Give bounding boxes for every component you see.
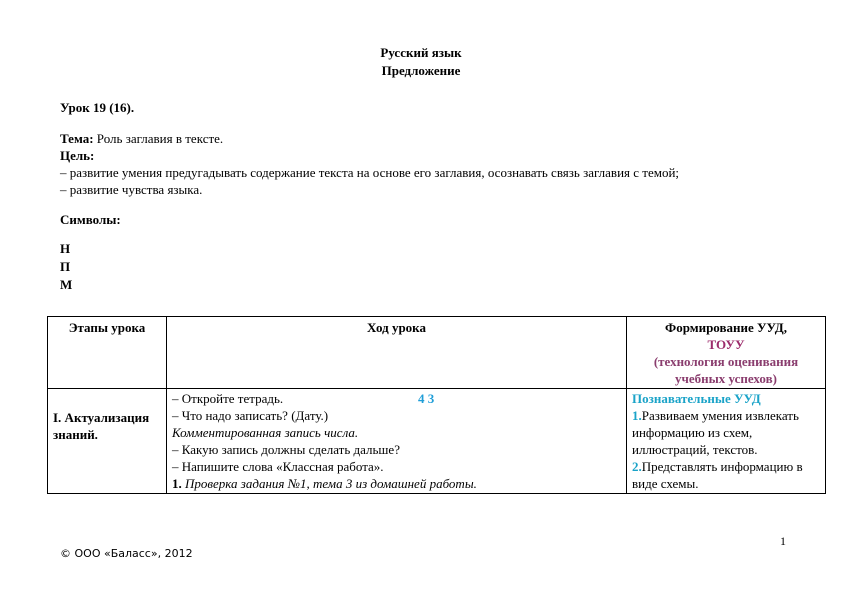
uud-title: Познавательные УУД [632,391,761,406]
uud-item-number: 2. [632,459,642,474]
goal-item: – развитие чувства языка. [60,182,203,197]
uud-item-text: Представлять информацию в виде схемы. [632,459,803,491]
progress-line: – Какую запись должны сделать дальше? [172,442,400,457]
header-uud-touu: ТОУУ [707,337,745,352]
page-number: 1 [780,534,786,548]
theme-text: Роль заглавия в тексте. [96,131,224,146]
symbols-label: Символы: [60,212,121,227]
progress-line [172,475,621,492]
symbol-marks: 4 3 [418,391,435,406]
topic-title: Предложение [381,63,461,78]
subject-title: Русский язык [380,45,462,60]
goal-label: Цель: [60,148,95,163]
symbol-item: П [60,259,71,274]
header-progress: Ход урока [167,317,627,389]
table-header-row [48,317,826,389]
header-stages: Этапы урока [48,317,167,389]
goal-item: – развитие умения предугадывать содержание текста на основе его заглавия, осознавать связь заглавия с темой; [60,165,680,180]
task-text: Проверка задания №1, тема 3 из домашней работы. [185,476,477,491]
progress-line: – Что надо записать? (Дату.) [172,408,329,423]
table-row [48,389,826,494]
symbol-item: М [60,277,73,292]
progress-line: – Напишите слова «Классная работа». [172,459,384,474]
uud-cell [627,389,826,494]
symbol-item: Н [60,241,71,256]
copyright: © ООО «Баласс», 2012 [60,547,193,560]
progress-line-text: – Откройте тетрадь. [172,391,284,406]
theme-label: Тема: [60,131,94,146]
uud-item [632,407,820,458]
header-uud-tech2: учебных успехов) [675,371,777,386]
progress-cell [167,389,627,494]
lesson-table [47,316,826,494]
lesson-title: Урок 19 (16). [60,100,135,115]
header-uud [627,317,826,389]
theme-line [60,131,223,147]
uud-item-text: Развиваем умения извлекать информацию из схем, иллюстраций, текстов. [632,408,799,457]
header-uud-line1: Формирование УУД, [665,320,787,335]
progress-line [172,390,621,407]
stage-cell: I. Актуализация знаний. [48,389,167,494]
task-number: 1. [172,476,182,491]
progress-line: Комментированная запись числа. [172,425,359,440]
header-uud-tech: (технология оценивания [653,354,799,369]
uud-item-number: 1. [632,408,642,423]
uud-item [632,458,820,492]
